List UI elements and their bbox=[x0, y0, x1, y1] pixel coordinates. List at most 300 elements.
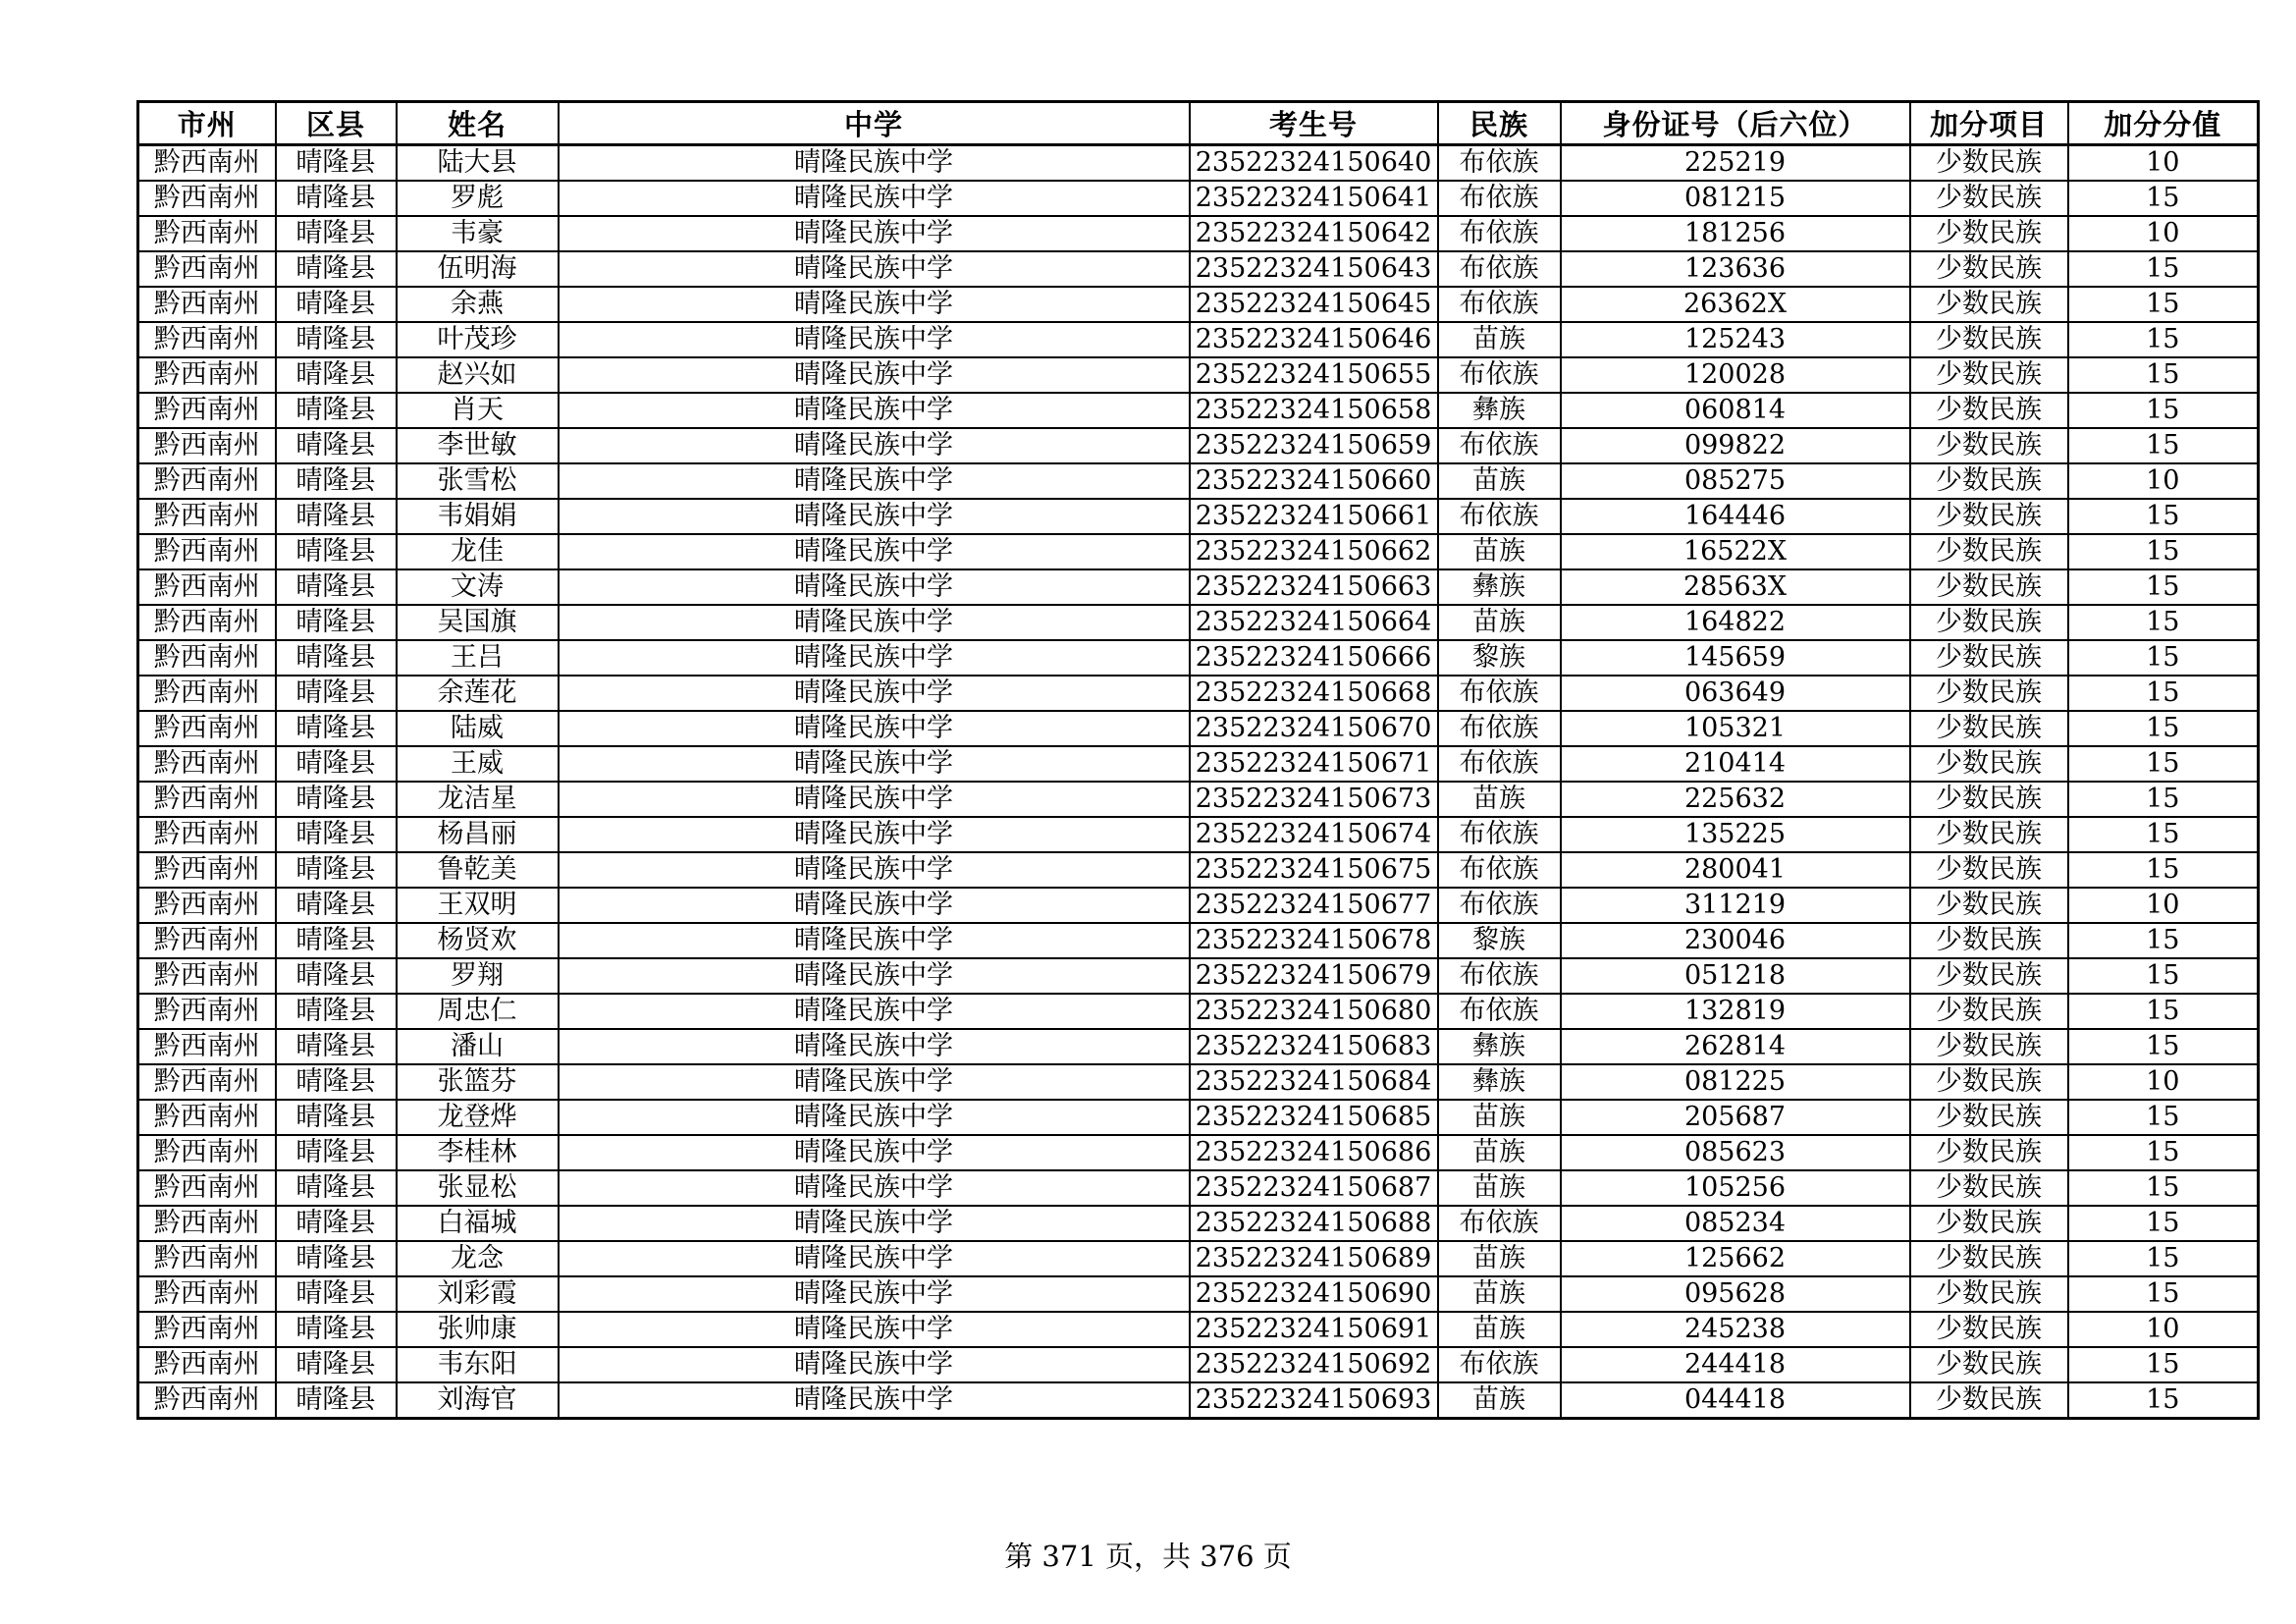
cell-city: 黔西南州 bbox=[138, 1241, 276, 1276]
cell-name: 王威 bbox=[397, 746, 559, 782]
cell-county: 晴隆县 bbox=[276, 287, 397, 322]
cell-name: 王双明 bbox=[397, 888, 559, 923]
cell-city: 黔西南州 bbox=[138, 958, 276, 994]
cell-county: 晴隆县 bbox=[276, 1347, 397, 1382]
cell-exam-number: 23522324150658 bbox=[1190, 393, 1438, 428]
cell-id-last-six: 245238 bbox=[1561, 1312, 1910, 1347]
cell-county: 晴隆县 bbox=[276, 357, 397, 393]
cell-id-last-six: 164446 bbox=[1561, 499, 1910, 534]
cell-bonus-item: 少数民族 bbox=[1910, 888, 2068, 923]
cell-ethnicity: 布依族 bbox=[1438, 888, 1561, 923]
cell-county: 晴隆县 bbox=[276, 1029, 397, 1064]
cell-bonus-value: 15 bbox=[2068, 1170, 2259, 1206]
cell-exam-number: 23522324150659 bbox=[1190, 428, 1438, 463]
table-row bbox=[138, 994, 2259, 1029]
cell-bonus-value: 15 bbox=[2068, 357, 2259, 393]
cell-id-last-six: 164822 bbox=[1561, 605, 1910, 640]
cell-county: 晴隆县 bbox=[276, 322, 397, 357]
cell-bonus-item: 少数民族 bbox=[1910, 181, 2068, 216]
table-row bbox=[138, 145, 2259, 182]
cell-ethnicity: 布依族 bbox=[1438, 181, 1561, 216]
cell-school: 晴隆民族中学 bbox=[559, 1064, 1190, 1100]
cell-bonus-value: 15 bbox=[2068, 676, 2259, 711]
cell-id-last-six: 099822 bbox=[1561, 428, 1910, 463]
cell-city: 黔西南州 bbox=[138, 923, 276, 958]
cell-bonus-item: 少数民族 bbox=[1910, 640, 2068, 676]
cell-name: 陆大县 bbox=[397, 145, 559, 182]
cell-county: 晴隆县 bbox=[276, 428, 397, 463]
cell-bonus-item: 少数民族 bbox=[1910, 1170, 2068, 1206]
cell-county: 晴隆县 bbox=[276, 1241, 397, 1276]
cell-id-last-six: 105321 bbox=[1561, 711, 1910, 746]
cell-bonus-value: 15 bbox=[2068, 782, 2259, 817]
cell-id-last-six: 205687 bbox=[1561, 1100, 1910, 1135]
cell-city: 黔西南州 bbox=[138, 145, 276, 182]
cell-name: 韦娟娟 bbox=[397, 499, 559, 534]
cell-id-last-six: 280041 bbox=[1561, 852, 1910, 888]
cell-name: 张篮芬 bbox=[397, 1064, 559, 1100]
cell-name: 周忠仁 bbox=[397, 994, 559, 1029]
cell-name: 杨贤欢 bbox=[397, 923, 559, 958]
table-row bbox=[138, 1382, 2259, 1419]
cell-ethnicity: 彝族 bbox=[1438, 1029, 1561, 1064]
cell-ethnicity: 布依族 bbox=[1438, 499, 1561, 534]
cell-bonus-item: 少数民族 bbox=[1910, 923, 2068, 958]
cell-ethnicity: 布依族 bbox=[1438, 711, 1561, 746]
cell-id-last-six: 085234 bbox=[1561, 1206, 1910, 1241]
cell-bonus-value: 15 bbox=[2068, 817, 2259, 852]
cell-county: 晴隆县 bbox=[276, 852, 397, 888]
cell-county: 晴隆县 bbox=[276, 746, 397, 782]
cell-exam-number: 23522324150680 bbox=[1190, 994, 1438, 1029]
cell-bonus-value: 15 bbox=[2068, 534, 2259, 569]
cell-bonus-value: 10 bbox=[2068, 1312, 2259, 1347]
header-school: 中学 bbox=[559, 102, 1190, 145]
cell-bonus-item: 少数民族 bbox=[1910, 428, 2068, 463]
cell-ethnicity: 布依族 bbox=[1438, 287, 1561, 322]
cell-city: 黔西南州 bbox=[138, 357, 276, 393]
table-row bbox=[138, 711, 2259, 746]
table-row bbox=[138, 640, 2259, 676]
cell-exam-number: 23522324150671 bbox=[1190, 746, 1438, 782]
cell-name: 韦东阳 bbox=[397, 1347, 559, 1382]
cell-exam-number: 23522324150642 bbox=[1190, 216, 1438, 251]
cell-bonus-item: 少数民族 bbox=[1910, 216, 2068, 251]
cell-bonus-item: 少数民族 bbox=[1910, 1206, 2068, 1241]
cell-bonus-value: 15 bbox=[2068, 746, 2259, 782]
cell-exam-number: 23522324150646 bbox=[1190, 322, 1438, 357]
table-row bbox=[138, 1135, 2259, 1170]
cell-ethnicity: 黎族 bbox=[1438, 640, 1561, 676]
cell-id-last-six: 26362X bbox=[1561, 287, 1910, 322]
cell-school: 晴隆民族中学 bbox=[559, 1100, 1190, 1135]
cell-exam-number: 23522324150655 bbox=[1190, 357, 1438, 393]
cell-school: 晴隆民族中学 bbox=[559, 888, 1190, 923]
cell-name: 张显松 bbox=[397, 1170, 559, 1206]
cell-bonus-item: 少数民族 bbox=[1910, 958, 2068, 994]
cell-name: 白福城 bbox=[397, 1206, 559, 1241]
cell-ethnicity: 苗族 bbox=[1438, 605, 1561, 640]
cell-city: 黔西南州 bbox=[138, 428, 276, 463]
cell-id-last-six: 135225 bbox=[1561, 817, 1910, 852]
cell-bonus-item: 少数民族 bbox=[1910, 463, 2068, 499]
cell-bonus-value: 15 bbox=[2068, 393, 2259, 428]
cell-bonus-value: 15 bbox=[2068, 994, 2259, 1029]
cell-bonus-value: 15 bbox=[2068, 251, 2259, 287]
cell-school: 晴隆民族中学 bbox=[559, 640, 1190, 676]
cell-ethnicity: 苗族 bbox=[1438, 1241, 1561, 1276]
cell-county: 晴隆县 bbox=[276, 499, 397, 534]
cell-ethnicity: 苗族 bbox=[1438, 1170, 1561, 1206]
cell-city: 黔西南州 bbox=[138, 1276, 276, 1312]
cell-exam-number: 23522324150684 bbox=[1190, 1064, 1438, 1100]
cell-exam-number: 23522324150693 bbox=[1190, 1382, 1438, 1419]
cell-bonus-item: 少数民族 bbox=[1910, 251, 2068, 287]
cell-school: 晴隆民族中学 bbox=[559, 994, 1190, 1029]
table-row bbox=[138, 923, 2259, 958]
cell-name: 余燕 bbox=[397, 287, 559, 322]
cell-school: 晴隆民族中学 bbox=[559, 322, 1190, 357]
cell-school: 晴隆民族中学 bbox=[559, 145, 1190, 182]
cell-bonus-value: 10 bbox=[2068, 216, 2259, 251]
cell-bonus-item: 少数民族 bbox=[1910, 994, 2068, 1029]
cell-ethnicity: 布依族 bbox=[1438, 1206, 1561, 1241]
cell-exam-number: 23522324150686 bbox=[1190, 1135, 1438, 1170]
cell-county: 晴隆县 bbox=[276, 640, 397, 676]
cell-city: 黔西南州 bbox=[138, 287, 276, 322]
cell-county: 晴隆县 bbox=[276, 393, 397, 428]
cell-bonus-item: 少数民族 bbox=[1910, 287, 2068, 322]
cell-id-last-six: 063649 bbox=[1561, 676, 1910, 711]
cell-id-last-six: 181256 bbox=[1561, 216, 1910, 251]
cell-ethnicity: 布依族 bbox=[1438, 251, 1561, 287]
cell-id-last-six: 085275 bbox=[1561, 463, 1910, 499]
cell-school: 晴隆民族中学 bbox=[559, 852, 1190, 888]
table-row bbox=[138, 1241, 2259, 1276]
cell-id-last-six: 051218 bbox=[1561, 958, 1910, 994]
cell-city: 黔西南州 bbox=[138, 322, 276, 357]
cell-name: 罗翔 bbox=[397, 958, 559, 994]
cell-city: 黔西南州 bbox=[138, 1064, 276, 1100]
cell-school: 晴隆民族中学 bbox=[559, 1241, 1190, 1276]
table-row bbox=[138, 1312, 2259, 1347]
cell-school: 晴隆民族中学 bbox=[559, 1170, 1190, 1206]
cell-name: 刘彩霞 bbox=[397, 1276, 559, 1312]
cell-bonus-value: 10 bbox=[2068, 1064, 2259, 1100]
cell-city: 黔西南州 bbox=[138, 1382, 276, 1419]
cell-school: 晴隆民族中学 bbox=[559, 817, 1190, 852]
cell-school: 晴隆民族中学 bbox=[559, 393, 1190, 428]
cell-name: 龙洁星 bbox=[397, 782, 559, 817]
cell-name: 余莲花 bbox=[397, 676, 559, 711]
cell-ethnicity: 苗族 bbox=[1438, 1276, 1561, 1312]
cell-county: 晴隆县 bbox=[276, 994, 397, 1029]
cell-ethnicity: 苗族 bbox=[1438, 534, 1561, 569]
cell-county: 晴隆县 bbox=[276, 569, 397, 605]
cell-city: 黔西南州 bbox=[138, 1135, 276, 1170]
cell-city: 黔西南州 bbox=[138, 640, 276, 676]
table-body bbox=[138, 145, 2259, 1419]
cell-school: 晴隆民族中学 bbox=[559, 463, 1190, 499]
cell-county: 晴隆县 bbox=[276, 181, 397, 216]
cell-bonus-item: 少数民族 bbox=[1910, 852, 2068, 888]
cell-ethnicity: 布依族 bbox=[1438, 1347, 1561, 1382]
cell-city: 黔西南州 bbox=[138, 888, 276, 923]
header-county: 区县 bbox=[276, 102, 397, 145]
cell-ethnicity: 苗族 bbox=[1438, 1382, 1561, 1419]
cell-name: 王吕 bbox=[397, 640, 559, 676]
cell-id-last-six: 230046 bbox=[1561, 923, 1910, 958]
cell-school: 晴隆民族中学 bbox=[559, 1135, 1190, 1170]
cell-city: 黔西南州 bbox=[138, 1347, 276, 1382]
cell-school: 晴隆民族中学 bbox=[559, 499, 1190, 534]
cell-school: 晴隆民族中学 bbox=[559, 782, 1190, 817]
cell-exam-number: 23522324150678 bbox=[1190, 923, 1438, 958]
cell-school: 晴隆民族中学 bbox=[559, 746, 1190, 782]
cell-bonus-value: 15 bbox=[2068, 711, 2259, 746]
cell-name: 龙念 bbox=[397, 1241, 559, 1276]
cell-exam-number: 23522324150660 bbox=[1190, 463, 1438, 499]
cell-name: 赵兴如 bbox=[397, 357, 559, 393]
cell-bonus-item: 少数民族 bbox=[1910, 145, 2068, 182]
cell-bonus-item: 少数民族 bbox=[1910, 1241, 2068, 1276]
cell-city: 黔西南州 bbox=[138, 852, 276, 888]
cell-name: 龙佳 bbox=[397, 534, 559, 569]
cell-id-last-six: 210414 bbox=[1561, 746, 1910, 782]
cell-city: 黔西南州 bbox=[138, 711, 276, 746]
table-header bbox=[138, 102, 2259, 145]
cell-bonus-value: 15 bbox=[2068, 1206, 2259, 1241]
cell-city: 黔西南州 bbox=[138, 569, 276, 605]
cell-school: 晴隆民族中学 bbox=[559, 357, 1190, 393]
page-number: 第 371 页，共 376 页 bbox=[1004, 1540, 1292, 1573]
cell-name: 潘山 bbox=[397, 1029, 559, 1064]
cell-bonus-item: 少数民族 bbox=[1910, 1382, 2068, 1419]
cell-bonus-item: 少数民族 bbox=[1910, 499, 2068, 534]
table-row bbox=[138, 1029, 2259, 1064]
table-row bbox=[138, 605, 2259, 640]
cell-county: 晴隆县 bbox=[276, 216, 397, 251]
cell-name: 罗彪 bbox=[397, 181, 559, 216]
table-row bbox=[138, 852, 2259, 888]
cell-county: 晴隆县 bbox=[276, 605, 397, 640]
cell-exam-number: 23522324150645 bbox=[1190, 287, 1438, 322]
cell-city: 黔西南州 bbox=[138, 782, 276, 817]
cell-id-last-six: 244418 bbox=[1561, 1347, 1910, 1382]
cell-name: 刘海官 bbox=[397, 1382, 559, 1419]
cell-exam-number: 23522324150692 bbox=[1190, 1347, 1438, 1382]
cell-school: 晴隆民族中学 bbox=[559, 216, 1190, 251]
cell-school: 晴隆民族中学 bbox=[559, 1347, 1190, 1382]
cell-id-last-six: 044418 bbox=[1561, 1382, 1910, 1419]
cell-school: 晴隆民族中学 bbox=[559, 1382, 1190, 1419]
cell-ethnicity: 苗族 bbox=[1438, 463, 1561, 499]
table-row bbox=[138, 181, 2259, 216]
cell-id-last-six: 132819 bbox=[1561, 994, 1910, 1029]
cell-id-last-six: 060814 bbox=[1561, 393, 1910, 428]
cell-city: 黔西南州 bbox=[138, 393, 276, 428]
cell-county: 晴隆县 bbox=[276, 958, 397, 994]
table-row bbox=[138, 499, 2259, 534]
cell-id-last-six: 125662 bbox=[1561, 1241, 1910, 1276]
cell-name: 肖天 bbox=[397, 393, 559, 428]
table-row bbox=[138, 428, 2259, 463]
cell-bonus-item: 少数民族 bbox=[1910, 817, 2068, 852]
cell-school: 晴隆民族中学 bbox=[559, 181, 1190, 216]
cell-bonus-value: 15 bbox=[2068, 322, 2259, 357]
table-row bbox=[138, 322, 2259, 357]
cell-school: 晴隆民族中学 bbox=[559, 1312, 1190, 1347]
cell-ethnicity: 苗族 bbox=[1438, 1312, 1561, 1347]
cell-school: 晴隆民族中学 bbox=[559, 1276, 1190, 1312]
cell-bonus-value: 15 bbox=[2068, 605, 2259, 640]
cell-id-last-six: 095628 bbox=[1561, 1276, 1910, 1312]
cell-exam-number: 23522324150668 bbox=[1190, 676, 1438, 711]
table-row bbox=[138, 958, 2259, 994]
table-row bbox=[138, 1100, 2259, 1135]
cell-ethnicity: 布依族 bbox=[1438, 428, 1561, 463]
cell-bonus-item: 少数民族 bbox=[1910, 782, 2068, 817]
table-row bbox=[138, 676, 2259, 711]
cell-bonus-value: 15 bbox=[2068, 1276, 2259, 1312]
cell-ethnicity: 苗族 bbox=[1438, 1135, 1561, 1170]
cell-bonus-item: 少数民族 bbox=[1910, 746, 2068, 782]
cell-name: 张帅康 bbox=[397, 1312, 559, 1347]
cell-city: 黔西南州 bbox=[138, 216, 276, 251]
cell-bonus-item: 少数民族 bbox=[1910, 569, 2068, 605]
cell-id-last-six: 28563X bbox=[1561, 569, 1910, 605]
cell-bonus-value: 10 bbox=[2068, 888, 2259, 923]
cell-id-last-six: 225632 bbox=[1561, 782, 1910, 817]
cell-name: 李桂林 bbox=[397, 1135, 559, 1170]
cell-county: 晴隆县 bbox=[276, 1382, 397, 1419]
cell-bonus-value: 10 bbox=[2068, 463, 2259, 499]
cell-bonus-item: 少数民族 bbox=[1910, 1135, 2068, 1170]
cell-city: 黔西南州 bbox=[138, 746, 276, 782]
cell-ethnicity: 苗族 bbox=[1438, 782, 1561, 817]
cell-exam-number: 23522324150662 bbox=[1190, 534, 1438, 569]
header-bonus-value: 加分分值 bbox=[2068, 102, 2259, 145]
cell-bonus-value: 15 bbox=[2068, 640, 2259, 676]
cell-school: 晴隆民族中学 bbox=[559, 287, 1190, 322]
cell-county: 晴隆县 bbox=[276, 888, 397, 923]
table-row bbox=[138, 888, 2259, 923]
roster-sheet bbox=[136, 100, 2257, 1420]
cell-school: 晴隆民族中学 bbox=[559, 1206, 1190, 1241]
cell-ethnicity: 布依族 bbox=[1438, 994, 1561, 1029]
cell-city: 黔西南州 bbox=[138, 1312, 276, 1347]
table-row bbox=[138, 534, 2259, 569]
cell-bonus-item: 少数民族 bbox=[1910, 1347, 2068, 1382]
cell-id-last-six: 120028 bbox=[1561, 357, 1910, 393]
cell-city: 黔西南州 bbox=[138, 817, 276, 852]
cell-exam-number: 23522324150674 bbox=[1190, 817, 1438, 852]
cell-city: 黔西南州 bbox=[138, 1170, 276, 1206]
cell-ethnicity: 黎族 bbox=[1438, 923, 1561, 958]
cell-bonus-value: 15 bbox=[2068, 1100, 2259, 1135]
cell-city: 黔西南州 bbox=[138, 994, 276, 1029]
cell-ethnicity: 苗族 bbox=[1438, 322, 1561, 357]
cell-ethnicity: 布依族 bbox=[1438, 958, 1561, 994]
cell-exam-number: 23522324150688 bbox=[1190, 1206, 1438, 1241]
cell-name: 龙登烨 bbox=[397, 1100, 559, 1135]
cell-bonus-value: 15 bbox=[2068, 1382, 2259, 1419]
header-ethnicity: 民族 bbox=[1438, 102, 1561, 145]
cell-city: 黔西南州 bbox=[138, 605, 276, 640]
cell-id-last-six: 081215 bbox=[1561, 181, 1910, 216]
bonus-points-table bbox=[136, 100, 2260, 1420]
cell-ethnicity: 布依族 bbox=[1438, 817, 1561, 852]
cell-exam-number: 23522324150685 bbox=[1190, 1100, 1438, 1135]
cell-city: 黔西南州 bbox=[138, 181, 276, 216]
cell-bonus-value: 15 bbox=[2068, 852, 2259, 888]
cell-bonus-value: 15 bbox=[2068, 181, 2259, 216]
cell-school: 晴隆民族中学 bbox=[559, 605, 1190, 640]
cell-name: 文涛 bbox=[397, 569, 559, 605]
cell-county: 晴隆县 bbox=[276, 145, 397, 182]
cell-school: 晴隆民族中学 bbox=[559, 569, 1190, 605]
cell-bonus-item: 少数民族 bbox=[1910, 711, 2068, 746]
cell-county: 晴隆县 bbox=[276, 1276, 397, 1312]
cell-county: 晴隆县 bbox=[276, 782, 397, 817]
cell-county: 晴隆县 bbox=[276, 1064, 397, 1100]
cell-ethnicity: 布依族 bbox=[1438, 852, 1561, 888]
table-row bbox=[138, 287, 2259, 322]
table-row bbox=[138, 746, 2259, 782]
cell-ethnicity: 彝族 bbox=[1438, 569, 1561, 605]
table-row bbox=[138, 569, 2259, 605]
table-row bbox=[138, 216, 2259, 251]
table-row bbox=[138, 357, 2259, 393]
cell-county: 晴隆县 bbox=[276, 711, 397, 746]
cell-bonus-item: 少数民族 bbox=[1910, 393, 2068, 428]
cell-school: 晴隆民族中学 bbox=[559, 428, 1190, 463]
cell-bonus-value: 15 bbox=[2068, 923, 2259, 958]
cell-county: 晴隆县 bbox=[276, 1135, 397, 1170]
cell-bonus-item: 少数民族 bbox=[1910, 1312, 2068, 1347]
cell-exam-number: 23522324150673 bbox=[1190, 782, 1438, 817]
cell-city: 黔西南州 bbox=[138, 534, 276, 569]
cell-bonus-value: 15 bbox=[2068, 1241, 2259, 1276]
table-row bbox=[138, 817, 2259, 852]
table-row bbox=[138, 393, 2259, 428]
cell-county: 晴隆县 bbox=[276, 1312, 397, 1347]
cell-exam-number: 23522324150640 bbox=[1190, 145, 1438, 182]
cell-ethnicity: 苗族 bbox=[1438, 1100, 1561, 1135]
cell-bonus-value: 15 bbox=[2068, 1347, 2259, 1382]
cell-bonus-value: 15 bbox=[2068, 428, 2259, 463]
cell-county: 晴隆县 bbox=[276, 463, 397, 499]
cell-city: 黔西南州 bbox=[138, 1100, 276, 1135]
cell-county: 晴隆县 bbox=[276, 676, 397, 711]
cell-ethnicity: 布依族 bbox=[1438, 145, 1561, 182]
cell-bonus-value: 15 bbox=[2068, 499, 2259, 534]
cell-county: 晴隆县 bbox=[276, 923, 397, 958]
cell-bonus-item: 少数民族 bbox=[1910, 605, 2068, 640]
cell-id-last-six: 225219 bbox=[1561, 145, 1910, 182]
cell-exam-number: 23522324150679 bbox=[1190, 958, 1438, 994]
cell-exam-number: 23522324150663 bbox=[1190, 569, 1438, 605]
cell-bonus-value: 15 bbox=[2068, 958, 2259, 994]
cell-bonus-value: 15 bbox=[2068, 569, 2259, 605]
cell-id-last-six: 16522X bbox=[1561, 534, 1910, 569]
cell-name: 杨昌丽 bbox=[397, 817, 559, 852]
cell-city: 黔西南州 bbox=[138, 251, 276, 287]
cell-ethnicity: 彝族 bbox=[1438, 1064, 1561, 1100]
cell-bonus-item: 少数民族 bbox=[1910, 676, 2068, 711]
cell-exam-number: 23522324150687 bbox=[1190, 1170, 1438, 1206]
cell-exam-number: 23522324150661 bbox=[1190, 499, 1438, 534]
